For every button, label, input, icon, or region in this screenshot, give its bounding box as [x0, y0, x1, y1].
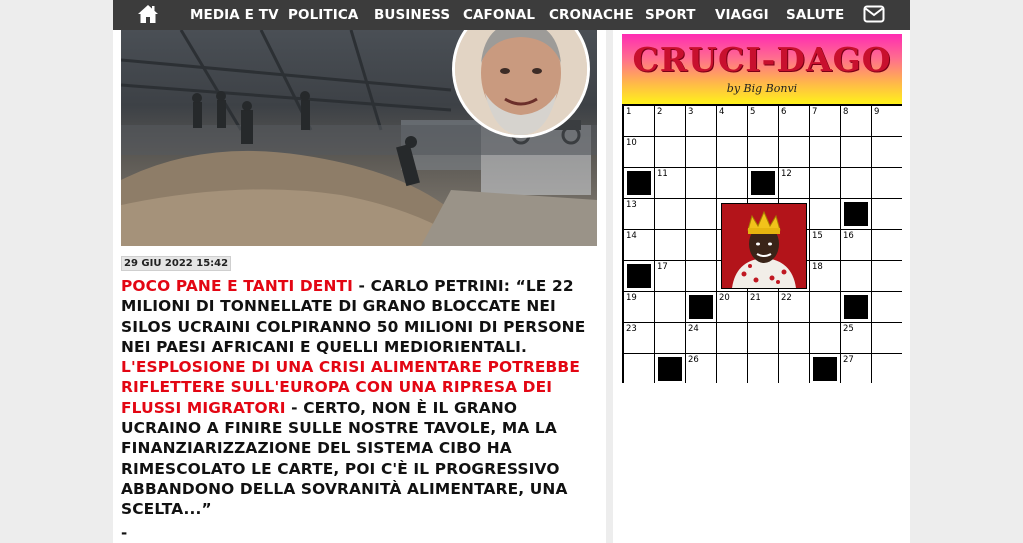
crossword-clue-number: 23	[626, 324, 637, 334]
crossword-banner[interactable]	[622, 34, 902, 104]
crossword-cell[interactable]	[841, 354, 871, 384]
king-portrait-image	[722, 204, 806, 288]
crossword-cell[interactable]	[748, 354, 778, 384]
crossword-cell[interactable]	[810, 168, 840, 198]
crossword-cell[interactable]	[624, 292, 654, 322]
crossword-byline: by Big Bonvi	[726, 82, 798, 95]
crossword-clue-number: 15	[812, 231, 823, 241]
crossword-clue-number: 13	[626, 200, 637, 210]
crossword-clue-number: 18	[812, 262, 823, 272]
crossword-grid[interactable]	[622, 104, 902, 383]
article-trailer: -	[121, 524, 128, 542]
nav-item-politica[interactable]: POLITICA	[288, 7, 359, 23]
crossword-cell[interactable]	[686, 230, 716, 260]
crossword-clue-number: 26	[688, 355, 699, 365]
crossword-cell[interactable]	[779, 168, 809, 198]
crossword-clue-number: 12	[781, 169, 792, 179]
crossword-cell[interactable]	[655, 323, 685, 353]
article-photo[interactable]	[121, 30, 597, 246]
crossword-cell[interactable]	[624, 199, 654, 229]
crossword-cell[interactable]	[686, 323, 716, 353]
crossword-clue-number: 11	[657, 169, 668, 179]
crossword-cell[interactable]	[810, 261, 840, 291]
crossword-clue-number: 2	[657, 107, 663, 117]
article-text[interactable]	[121, 276, 597, 520]
crossword-cell[interactable]	[872, 168, 902, 198]
crossword-cell[interactable]	[779, 323, 809, 353]
crossword-cell[interactable]	[655, 199, 685, 229]
main-column	[113, 30, 606, 543]
crossword-cell[interactable]	[717, 292, 747, 322]
crossword-cell[interactable]	[655, 230, 685, 260]
crossword-black-cell	[655, 354, 685, 384]
crossword-cell[interactable]	[841, 106, 871, 136]
crossword-cell[interactable]	[872, 261, 902, 291]
article-body-1: - CARLO PETRINI: “LE 22 MILIONI DI TONNELLATE DI GRANO BLOCCATE NEI SILOS UCRAINI COLPIRANNO 50 MILIONI DI PERSONE NEI PAESI AFRICANI E QUELLI MEDIORIENTALI.	[121, 277, 586, 356]
crossword-cell[interactable]	[841, 230, 871, 260]
crossword-cell[interactable]	[655, 168, 685, 198]
crossword-clue-number: 27	[843, 355, 854, 365]
crossword-cell[interactable]	[841, 261, 871, 291]
crossword-cell[interactable]	[686, 168, 716, 198]
crossword-cell[interactable]	[624, 323, 654, 353]
crossword-cell[interactable]	[779, 137, 809, 167]
crossword-cell[interactable]	[686, 137, 716, 167]
crossword-black-cell	[686, 292, 716, 322]
crossword-cell[interactable]	[624, 137, 654, 167]
crossword-cell[interactable]	[841, 137, 871, 167]
crossword-cell[interactable]	[872, 292, 902, 322]
mail-icon[interactable]	[863, 5, 885, 23]
crossword-cell[interactable]	[748, 292, 778, 322]
crossword-clue-number: 16	[843, 231, 854, 241]
crossword-cell[interactable]	[872, 230, 902, 260]
headline-red-2[interactable]: L'ESPLOSIONE DI UNA CRISI ALIMENTARE POTREBBE RIFLETTERE SULL'EUROPA CON UNA RIPRESA DEI FLUSSI MIGRATORI	[121, 358, 580, 417]
crossword-clue-number: 6	[781, 107, 787, 117]
crossword-cell[interactable]	[748, 106, 778, 136]
crossword-cell[interactable]	[717, 106, 747, 136]
crossword-cell[interactable]	[717, 168, 747, 198]
crossword-black-cell	[841, 199, 871, 229]
nav-item-sport[interactable]: SPORT	[645, 7, 696, 23]
crossword-title: CRUCI-DAGO	[632, 40, 892, 79]
crossword-cell[interactable]	[872, 199, 902, 229]
crossword-cell[interactable]	[872, 323, 902, 353]
crossword-clue-number: 25	[843, 324, 854, 334]
crossword-cell[interactable]	[810, 106, 840, 136]
author-portrait-image	[455, 30, 587, 135]
crossword-cell[interactable]	[655, 106, 685, 136]
sidebar-column	[613, 30, 910, 543]
crossword-cell[interactable]	[872, 354, 902, 384]
crossword-clue-number: 8	[843, 107, 849, 117]
headline-red-1[interactable]: POCO PANE E TANTI DENTI	[121, 277, 354, 295]
crossword-clue-number: 20	[719, 293, 730, 303]
crossword-cell[interactable]	[810, 230, 840, 260]
crossword-cell[interactable]	[779, 354, 809, 384]
nav-item-cronache[interactable]: CRONACHE	[549, 7, 634, 23]
crossword-cell[interactable]	[655, 292, 685, 322]
article-date: 29 GIU 2022 15:42	[121, 256, 231, 271]
crossword-cell[interactable]	[779, 292, 809, 322]
article-body-2: - CERTO, NON È IL GRANO UCRAINO A FINIRE SULLE NOSTRE TAVOLE, MA LA FINANZIARIZZAZIONE DEL SISTEMA CIBO HA RIMESCOLATO LE CARTE, POI C'È IL PROGRESSIVO ABBANDONO DELLA SOVRANITÀ ALIMENTARE, UNA SCELTA...”	[121, 398, 568, 519]
crossword-cell[interactable]	[748, 323, 778, 353]
nav-menu	[113, 0, 910, 30]
crossword-clue-number: 5	[750, 107, 756, 117]
crossword-black-cell	[748, 168, 778, 198]
crossword-clue-number: 22	[781, 293, 792, 303]
crossword-cell[interactable]	[717, 354, 747, 384]
crossword-cell[interactable]	[655, 137, 685, 167]
crossword-clue-number: 10	[626, 138, 637, 148]
crossword-clue-number: 4	[719, 107, 725, 117]
crossword-black-cell	[624, 168, 654, 198]
crossword-cell[interactable]	[872, 106, 902, 136]
crossword-clue-number: 24	[688, 324, 699, 334]
crossword-cell[interactable]	[810, 199, 840, 229]
crossword-clue-number: 14	[626, 231, 637, 241]
crossword-clue-number: 17	[657, 262, 668, 272]
crossword-cell[interactable]	[686, 106, 716, 136]
nav-item-media-e-tv[interactable]: MEDIA E TV	[190, 7, 279, 23]
nav-item-viaggi[interactable]: VIAGGI	[715, 7, 769, 23]
crossword-cell[interactable]	[810, 323, 840, 353]
crossword-cell[interactable]	[686, 354, 716, 384]
crossword-king-image	[721, 203, 807, 289]
crossword-clue-number: 19	[626, 293, 637, 303]
crossword-clue-number: 1	[626, 107, 632, 117]
crossword-cell[interactable]	[779, 106, 809, 136]
crossword-cell[interactable]	[655, 261, 685, 291]
crossword-clue-number: 3	[688, 107, 694, 117]
crossword-black-cell	[841, 292, 871, 322]
crossword-cell[interactable]	[624, 230, 654, 260]
crossword-clue-number: 9	[874, 107, 880, 117]
crossword-cell[interactable]	[624, 106, 654, 136]
crossword-cell[interactable]	[717, 323, 747, 353]
nav-item-cafonal[interactable]: CAFONAL	[463, 7, 536, 23]
crossword-cell[interactable]	[717, 137, 747, 167]
crossword-cell[interactable]	[810, 292, 840, 322]
crossword-black-cell	[624, 261, 654, 291]
top-nav-bar	[113, 0, 910, 30]
crossword-cell[interactable]	[686, 261, 716, 291]
nav-item-salute[interactable]: SALUTE	[786, 7, 845, 23]
crossword-clue-number: 21	[750, 293, 761, 303]
crossword-cell[interactable]	[748, 137, 778, 167]
crossword-cell[interactable]	[686, 199, 716, 229]
crossword-cell[interactable]	[624, 354, 654, 384]
crossword-cell[interactable]	[841, 168, 871, 198]
crossword-clue-number: 7	[812, 107, 818, 117]
crossword-cell[interactable]	[841, 323, 871, 353]
nav-item-business[interactable]: BUSINESS	[374, 7, 451, 23]
crossword-cell[interactable]	[810, 137, 840, 167]
crossword-cell[interactable]	[872, 137, 902, 167]
crossword-black-cell	[810, 354, 840, 384]
